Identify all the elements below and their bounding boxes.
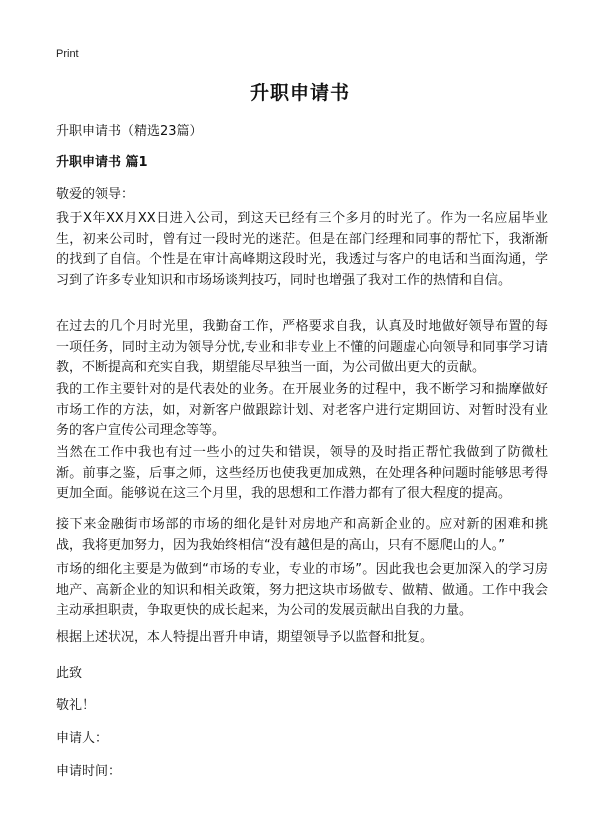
paragraph: 在过去的几个月时光里，我勤奋工作，严格要求自我，认真及时地做好领导布置的每一项任务，同时主动为领导分忧,专业和非专业上不懂的问题虚心向领导和同事学习请教，不断提高和充实自我，期望能尽早独当一面，为公司做出更大的贡献。 (56, 319, 548, 375)
section-title: 升职申请书 篇1 (56, 155, 148, 170)
closing-line: 此致 (56, 666, 83, 681)
applicant-label: 申请人： (56, 731, 109, 746)
document-title: 升职申请书 (249, 82, 350, 104)
paragraph: 根据上述状况，本人特提出晋升申请，期望领导予以监督和批复。 (56, 630, 434, 645)
closing-salute: 敬礼！ (56, 698, 96, 713)
paragraph: 接下来金融街市场部的市场的细化是针对房地产和高新企业的。应对新的困难和挑战，我将更加努力，因为我始终相信“没有越但是的高山，只有不愿爬山的人。” (56, 517, 548, 553)
paragraph: 当然在工作中我也有过一些小的过失和错误，领导的及时指正帮忙我做到了防微杜渐。前事之鉴，后事之师，这些经历也使我更加成熟，在处理各种问题时能够思考得更加全面。能够说在这三个月里，我的思想和工作潜力都有了很大程度的提高。 (56, 445, 548, 501)
document-subtitle: 升职申请书（精选23篇） (56, 124, 203, 139)
salutation: 敬爱的领导： (56, 187, 135, 202)
paragraph: 市场的细化主要是为做到“市场的专业，专业的市场”。因此我也会更加深入的学习房地产、高新企业的知识和相关政策，努力把这块市场做专、做精、做通。工作中我会主动承担职责，争取更快的成长起来，为公司的发展贡献出自我的力量。 (56, 562, 548, 618)
application-date-label: 申请时间： (56, 764, 122, 779)
paragraph: 我于X年XX月XX日进入公司，到这天已经有三个多月的时光了。作为一名应届毕业生，初来公司时，曾有过一段时光的迷茫。但是在部门经理和同事的帮忙下，我渐渐的找到了自信。个性是在审计高峰期这段时光，我透过与客户的电话和当面沟通，学习到了许多专业知识和市场场谈判技巧，同时也增强了我对工作的热情和自信。 (56, 211, 548, 288)
paragraph: 我的工作主要针对的是代表处的业务。在开展业务的过程中，我不断学习和揣摩做好市场工作的方法，如，对新客户做跟踪计划、对老客户进行定期回访、对暂时没有业务的客户宣传公司理念等等。 (56, 382, 548, 438)
print-link[interactable]: Print (56, 48, 79, 60)
